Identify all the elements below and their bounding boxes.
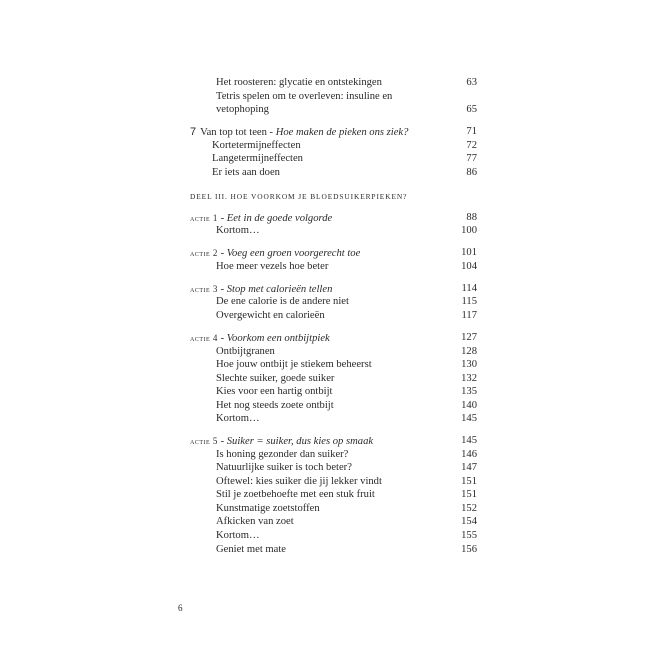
entry-title: Slechte suiker, goede suiker [216, 373, 335, 384]
entry-title: Ontbijtgranen [216, 346, 275, 357]
action-title: Suiker = suiker, dus kies op smaak [226, 436, 374, 447]
toc-entry [190, 543, 477, 557]
toc-entry [190, 260, 477, 274]
entry-page: 117 [461, 310, 477, 321]
entry-title: Kortom… [216, 413, 260, 424]
entry-page: 147 [461, 462, 477, 473]
part-heading: DEEL III. HOE VOORKOM JE BLOEDSUIKERPIEKEN? [190, 192, 408, 201]
entry-title: Natuurlijke suiker is toch beter? [216, 462, 352, 473]
toc-entry [190, 399, 477, 413]
entry-page: 101 [461, 247, 477, 258]
entry-page: 155 [461, 530, 477, 541]
toc-entry [190, 475, 477, 489]
toc-entry [190, 295, 477, 309]
toc-entry [190, 76, 477, 90]
entry-page: 140 [461, 400, 477, 411]
entry-page: 135 [461, 386, 477, 397]
entry-page: 146 [461, 449, 477, 460]
entry-title: Het nog steeds zoete ontbijt [216, 400, 334, 411]
entry-title: De ene calorie is de andere niet [216, 296, 349, 307]
entry-title: Langetermijneffecten [212, 153, 303, 164]
toc-entry [190, 385, 477, 399]
entry-page: 145 [461, 413, 477, 424]
entry-page: 71 [466, 126, 477, 137]
entry-page: 127 [461, 332, 477, 343]
entry-title: Afkicken van zoet [216, 516, 294, 527]
action-label: actie 2 [190, 248, 218, 258]
toc-entry [190, 515, 477, 529]
entry-title: Kies voor een hartig ontbijt [216, 386, 333, 397]
entry-title: Oftewel: kies suiker die jij lekker vindt [216, 476, 382, 487]
chapter-subtitle: Hoe maken de pieken ons ziek? [275, 127, 409, 138]
entry-page: 100 [461, 225, 477, 236]
entry-page: 72 [466, 140, 477, 151]
toc-entry [190, 152, 477, 166]
action-title: Stop met calorieën tellen [226, 284, 333, 295]
entry-title: Stil je zoetbehoefte met een stuk fruit [216, 489, 375, 500]
action-title: Voorkom een ontbijtpiek [226, 333, 330, 344]
toc-entry [190, 358, 477, 372]
entry-page: 128 [461, 346, 477, 357]
chapter-entry [190, 125, 477, 139]
entry-title: Het roosteren: glycatie en ontstekingen [216, 77, 382, 88]
chapter-title: Van top tot teen - [200, 127, 276, 138]
chapter-number: 7 [190, 126, 197, 138]
entry-title: Kortetermijneffecten [212, 140, 301, 151]
entry-title: Is honing gezonder dan suiker? [216, 449, 349, 460]
entry-title: Kunstmatige zoetstoffen [216, 503, 320, 514]
toc-entry [190, 488, 477, 502]
toc-entry [190, 448, 477, 462]
action-label: actie 5 [190, 436, 218, 446]
entry-page: 115 [461, 296, 477, 307]
entry-title: Geniet met mate [216, 544, 287, 555]
entry-page: 86 [466, 167, 477, 178]
entry-title: vetophoping [216, 104, 269, 115]
entry-title: Kortom… [216, 530, 260, 541]
entry-page: 151 [461, 489, 477, 500]
toc-entry [190, 529, 477, 543]
page-number: 6 [178, 603, 183, 613]
toc-entry [190, 502, 477, 516]
entry-page: 154 [461, 516, 477, 527]
entry-page: 151 [461, 476, 477, 487]
entry-page: 77 [466, 153, 477, 164]
entry-title: Overgewicht en calorieën [216, 310, 325, 321]
toc-entry [190, 309, 477, 323]
action-entry: actie 5 - Suiker = suiker, dus kies op smaak 145 [190, 435, 477, 447]
toc-entry [190, 461, 477, 475]
action-entry: actie 2 - Voeg een groen voorgerecht toe 101 [190, 247, 477, 259]
entry-title: Tetris spelen om te overleven: insuline en [216, 91, 393, 102]
toc-entry [190, 372, 477, 386]
action-label: actie 4 [190, 333, 218, 343]
action-entry: actie 1 - Eet in de goede volgorde 88 [190, 212, 477, 224]
entry-title: Hoe jouw ontbijt je stiekem beheerst [216, 359, 372, 370]
entry-page: 88 [466, 212, 477, 223]
entry-title: Kortom… [216, 225, 260, 236]
toc-entry [190, 412, 477, 426]
toc-entry [190, 224, 477, 238]
action-entry: actie 3 - Stop met calorieën tellen 114 [190, 283, 477, 295]
entry-page: 156 [461, 544, 477, 555]
toc-entry [190, 103, 477, 117]
action-entry: actie 4 - Voorkom een ontbijtpiek 127 [190, 332, 477, 344]
entry-page: 114 [461, 283, 477, 294]
toc-entry [190, 139, 477, 153]
action-title: Eet in de goede volgorde [226, 213, 333, 224]
entry-page: 152 [461, 503, 477, 514]
entry-title: Hoe meer vezels hoe beter [216, 261, 329, 272]
entry-page: 63 [466, 77, 477, 88]
toc-entry [190, 345, 477, 359]
entry-page: 132 [461, 373, 477, 384]
action-label: actie 3 [190, 284, 218, 294]
toc-entry [190, 90, 477, 104]
action-title: Voeg een groen voorgerecht toe [226, 248, 361, 259]
entry-page: 130 [461, 359, 477, 370]
toc-entry [190, 166, 477, 180]
action-label: actie 1 [190, 213, 218, 223]
entry-page: 145 [461, 435, 477, 446]
entry-page: 65 [466, 104, 477, 115]
entry-page: 104 [461, 261, 477, 272]
entry-title: Er iets aan doen [212, 167, 280, 178]
